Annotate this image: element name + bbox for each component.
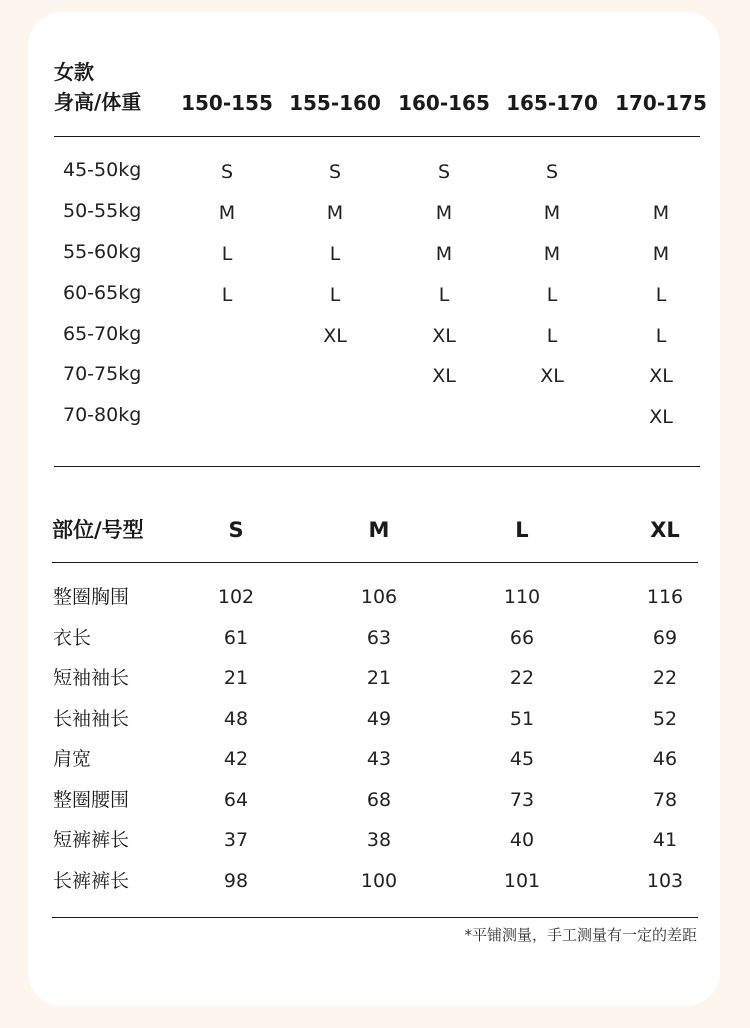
size-cell: M (326, 202, 344, 224)
size-cell: M (435, 202, 453, 224)
size-cell: M (218, 202, 236, 224)
measure-value-cell: 116 (646, 586, 684, 608)
table-title-gender: 女款 (54, 60, 94, 84)
measure-row-label: 长袖袖长 (53, 708, 130, 730)
size-cell: M (652, 202, 670, 224)
measure-value-cell: 110 (503, 586, 541, 608)
divider (52, 562, 698, 563)
size-cell: L (655, 325, 667, 347)
size-cell: L (329, 284, 341, 306)
measure-value-cell: 68 (366, 789, 392, 811)
size-cell: XL (432, 325, 456, 347)
size-cell: M (543, 202, 561, 224)
measure-value-cell: 63 (366, 627, 392, 649)
measurement-note: *平铺测量，手工测量有一定的差距 (464, 926, 697, 944)
size-cell: XL (649, 406, 673, 428)
weight-row-label: 50-55kg (63, 200, 142, 222)
size-cell: L (546, 284, 558, 306)
size-cell: M (435, 243, 453, 265)
weight-row-label: 70-80kg (63, 404, 142, 426)
measure-row-label: 整圈腰围 (53, 789, 130, 811)
measure-value-cell: 106 (360, 586, 398, 608)
size-cell: M (652, 243, 670, 265)
divider (54, 466, 700, 467)
measure-value-cell: 22 (509, 667, 535, 689)
height-column-header: 160-165 (398, 91, 490, 115)
measure-value-cell: 64 (223, 789, 249, 811)
size-column-header: S (228, 518, 244, 542)
measure-row-label: 长裤裤长 (53, 870, 130, 892)
size-cell: S (437, 161, 451, 183)
weight-row-label: 55-60kg (63, 241, 142, 263)
size-cell: L (438, 284, 450, 306)
size-cell: L (329, 243, 341, 265)
measure-row-label: 肩宽 (53, 748, 92, 770)
weight-row-label: 65-70kg (63, 323, 142, 345)
divider (54, 136, 700, 137)
measure-value-cell: 103 (646, 870, 684, 892)
measure-value-cell: 98 (223, 870, 249, 892)
measure-value-cell: 22 (652, 667, 678, 689)
measure-value-cell: 66 (509, 627, 535, 649)
size-column-header: M (368, 518, 390, 542)
measure-value-cell: 43 (366, 748, 392, 770)
measure-row-label: 短裤裤长 (53, 829, 130, 851)
measure-value-cell: 38 (366, 829, 392, 851)
size-cell: S (328, 161, 342, 183)
size-cell: XL (323, 325, 347, 347)
measure-value-cell: 51 (509, 708, 535, 730)
measure-value-cell: 78 (652, 789, 678, 811)
height-column-header: 165-170 (506, 91, 598, 115)
size-column-header: XL (650, 518, 680, 542)
size-cell: XL (540, 365, 564, 387)
size-cell: XL (649, 365, 673, 387)
divider (52, 917, 698, 918)
measure-value-cell: 69 (652, 627, 678, 649)
height-column-header: 155-160 (289, 91, 381, 115)
size-cell: M (543, 243, 561, 265)
size-cell: L (221, 243, 233, 265)
measure-value-cell: 49 (366, 708, 392, 730)
measure-value-cell: 21 (223, 667, 249, 689)
height-column-header: 150-155 (181, 91, 273, 115)
measure-value-cell: 45 (509, 748, 535, 770)
measure-value-cell: 40 (509, 829, 535, 851)
weight-row-label: 45-50kg (63, 159, 142, 181)
size-cell: S (220, 161, 234, 183)
size-cell: S (545, 161, 559, 183)
measure-value-cell: 101 (503, 870, 541, 892)
size-cell: L (546, 325, 558, 347)
table-title-axes: 身高/体重 (54, 90, 142, 114)
measure-table-title: 部位/号型 (52, 518, 144, 542)
measure-value-cell: 41 (652, 829, 678, 851)
measure-row-label: 衣长 (53, 627, 92, 649)
measure-value-cell: 52 (652, 708, 678, 730)
measure-value-cell: 42 (223, 748, 249, 770)
weight-row-label: 70-75kg (63, 363, 142, 385)
measure-value-cell: 73 (509, 789, 535, 811)
size-cell: L (655, 284, 667, 306)
measure-value-cell: 48 (223, 708, 249, 730)
size-cell: XL (432, 365, 456, 387)
measure-value-cell: 46 (652, 748, 678, 770)
measure-value-cell: 102 (217, 586, 255, 608)
height-column-header: 170-175 (615, 91, 707, 115)
weight-row-label: 60-65kg (63, 282, 142, 304)
measure-value-cell: 37 (223, 829, 249, 851)
measure-value-cell: 61 (223, 627, 249, 649)
measure-row-label: 短袖袖长 (53, 667, 130, 689)
size-column-header: L (515, 518, 529, 542)
measure-value-cell: 100 (360, 870, 398, 892)
measure-value-cell: 21 (366, 667, 392, 689)
measure-row-label: 整圈胸围 (53, 586, 130, 608)
size-cell: L (221, 284, 233, 306)
